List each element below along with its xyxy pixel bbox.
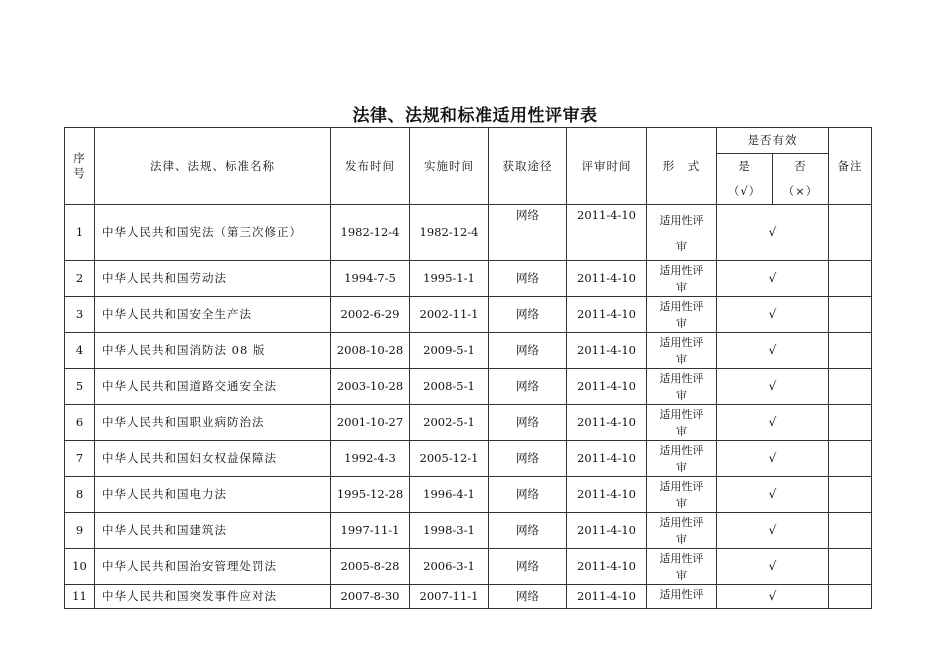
row-name: 中华人民共和国宪法（第三次修正） xyxy=(95,205,331,261)
row-name: 中华人民共和国电力法 xyxy=(95,477,331,513)
row-valid-check: √ xyxy=(717,205,829,261)
header-form: 形 式 xyxy=(647,128,717,205)
row-review: 2011-4-10 xyxy=(567,205,647,261)
row-review: 2011-4-10 xyxy=(567,549,647,585)
row-review: 2011-4-10 xyxy=(567,369,647,405)
table-row xyxy=(65,369,872,405)
row-seq: 2 xyxy=(65,261,95,297)
row-form: 适用性评审 xyxy=(647,477,717,513)
row-publish: 2003-10-28 xyxy=(331,369,410,405)
row-seq: 6 xyxy=(65,405,95,441)
row-effective: 1982-12-4 xyxy=(410,205,489,261)
header-seq: 序号 xyxy=(65,128,95,205)
row-review: 2011-4-10 xyxy=(567,405,647,441)
row-seq: 10 xyxy=(65,549,95,585)
table-row xyxy=(65,297,872,333)
row-review: 2011-4-10 xyxy=(567,297,647,333)
row-name: 中华人民共和国消防法 08 版 xyxy=(95,333,331,369)
row-remark xyxy=(829,549,872,585)
row-source: 网络 xyxy=(489,369,567,405)
row-valid-check: √ xyxy=(717,261,829,297)
row-effective: 1996-4-1 xyxy=(410,477,489,513)
row-source: 网络 xyxy=(489,297,567,333)
row-effective: 2009-5-1 xyxy=(410,333,489,369)
row-name: 中华人民共和国职业病防治法 xyxy=(95,405,331,441)
row-effective: 2005-12-1 xyxy=(410,441,489,477)
row-seq: 4 xyxy=(65,333,95,369)
row-publish: 2007-8-30 xyxy=(331,585,410,609)
row-form: 适用性评审 xyxy=(647,549,717,585)
row-review: 2011-4-10 xyxy=(567,333,647,369)
row-source: 网络 xyxy=(489,261,567,297)
row-valid-check: √ xyxy=(717,513,829,549)
row-source: 网络 xyxy=(489,477,567,513)
table-row xyxy=(65,261,872,297)
row-form: 适用性评审 xyxy=(647,369,717,405)
row-valid-check: √ xyxy=(717,333,829,369)
row-publish: 2008-10-28 xyxy=(331,333,410,369)
table-row xyxy=(65,405,872,441)
row-form: 适用性评审 xyxy=(647,513,717,549)
row-remark xyxy=(829,513,872,549)
header-no: 否 xyxy=(773,154,829,179)
row-seq: 3 xyxy=(65,297,95,333)
row-source: 网络 xyxy=(489,333,567,369)
header-source: 获取途径 xyxy=(489,128,567,205)
row-effective: 1995-1-1 xyxy=(410,261,489,297)
row-remark xyxy=(829,205,872,261)
header-no-mark: （×） xyxy=(773,179,829,205)
row-source: 网络 xyxy=(489,405,567,441)
row-publish: 2002-6-29 xyxy=(331,297,410,333)
row-valid-check: √ xyxy=(717,369,829,405)
row-seq: 9 xyxy=(65,513,95,549)
row-valid-check: √ xyxy=(717,549,829,585)
table-row xyxy=(65,585,872,609)
table-row xyxy=(65,549,872,585)
row-seq: 8 xyxy=(65,477,95,513)
header-effective: 实施时间 xyxy=(410,128,489,205)
row-source: 网络 xyxy=(489,585,567,609)
row-name: 中华人民共和国安全生产法 xyxy=(95,297,331,333)
header-yes: 是 xyxy=(717,154,773,179)
row-seq: 5 xyxy=(65,369,95,405)
row-effective: 1998-3-1 xyxy=(410,513,489,549)
row-effective: 2006-3-1 xyxy=(410,549,489,585)
row-form: 适用性评审 xyxy=(647,261,717,297)
row-name: 中华人民共和国建筑法 xyxy=(95,513,331,549)
row-remark xyxy=(829,369,872,405)
row-publish: 2005-8-28 xyxy=(331,549,410,585)
header-yes-mark: （√） xyxy=(717,179,773,205)
row-publish: 1992-4-3 xyxy=(331,441,410,477)
row-name: 中华人民共和国劳动法 xyxy=(95,261,331,297)
row-name: 中华人民共和国道路交通安全法 xyxy=(95,369,331,405)
row-remark xyxy=(829,297,872,333)
header-remark: 备注 xyxy=(829,128,872,205)
row-publish: 1982-12-4 xyxy=(331,205,410,261)
row-valid-check: √ xyxy=(717,477,829,513)
row-effective: 2002-11-1 xyxy=(410,297,489,333)
row-form: 适用性评审 xyxy=(647,205,717,261)
table-row xyxy=(65,333,872,369)
row-remark xyxy=(829,333,872,369)
table-row xyxy=(65,513,872,549)
row-seq: 7 xyxy=(65,441,95,477)
page-title: 法律、法规和标准适用性评审表 xyxy=(352,106,598,126)
row-review: 2011-4-10 xyxy=(567,261,647,297)
row-publish: 1995-12-28 xyxy=(331,477,410,513)
row-effective: 2002-5-1 xyxy=(410,405,489,441)
row-name: 中华人民共和国妇女权益保障法 xyxy=(95,441,331,477)
table-row xyxy=(65,477,872,513)
row-publish: 1994-7-5 xyxy=(331,261,410,297)
row-valid-check: √ xyxy=(717,441,829,477)
row-review: 2011-4-10 xyxy=(567,513,647,549)
row-form: 适用性评审 xyxy=(647,297,717,333)
row-remark xyxy=(829,405,872,441)
row-name: 中华人民共和国治安管理处罚法 xyxy=(95,549,331,585)
row-seq: 1 xyxy=(65,205,95,261)
row-publish: 1997-11-1 xyxy=(331,513,410,549)
row-effective: 2008-5-1 xyxy=(410,369,489,405)
header-publish: 发布时间 xyxy=(331,128,410,205)
row-form: 适用性评审 xyxy=(647,405,717,441)
row-name: 中华人民共和国突发事件应对法 xyxy=(95,585,331,609)
table-row xyxy=(65,205,872,261)
row-remark xyxy=(829,585,872,609)
review-table xyxy=(64,127,872,609)
row-form: 适用性评审 xyxy=(647,333,717,369)
row-publish: 2001-10-27 xyxy=(331,405,410,441)
row-valid-check: √ xyxy=(717,405,829,441)
row-review: 2011-4-10 xyxy=(567,585,647,609)
row-remark xyxy=(829,441,872,477)
row-source: 网络 xyxy=(489,441,567,477)
header-valid: 是否有效 xyxy=(717,128,829,154)
row-source: 网络 xyxy=(489,513,567,549)
row-source: 网络 xyxy=(489,549,567,585)
row-valid-check: √ xyxy=(717,297,829,333)
row-source: 网络 xyxy=(489,205,567,261)
row-seq: 11 xyxy=(65,585,95,609)
row-form: 适用性评审 xyxy=(647,441,717,477)
row-valid-check: √ xyxy=(717,585,829,609)
row-effective: 2007-11-1 xyxy=(410,585,489,609)
row-form: 适用性评 xyxy=(647,585,717,609)
row-remark xyxy=(829,261,872,297)
header-name: 法律、法规、标准名称 xyxy=(95,128,331,205)
row-review: 2011-4-10 xyxy=(567,441,647,477)
table-row xyxy=(65,441,872,477)
row-remark xyxy=(829,477,872,513)
header-review: 评审时间 xyxy=(567,128,647,205)
row-review: 2011-4-10 xyxy=(567,477,647,513)
